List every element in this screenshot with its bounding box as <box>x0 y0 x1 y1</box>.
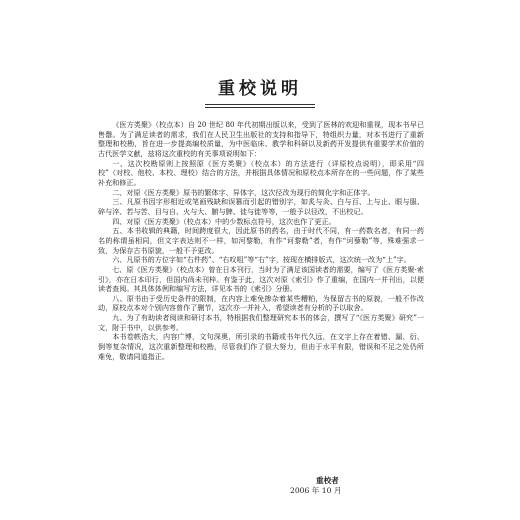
signature-date: 2006 年 10 月 <box>290 485 342 495</box>
closing-paragraph: 本书卷帙浩大，内容广博，文句深奥，所引录的书籍或书年代久远，在文字上存在着错、漏、衍、倒等复杂情况，这次重新整理和校勘，尽管我们作了很大努力，但由于水平有限，错误和不足之处仍所难免，敬请同道指正。 <box>98 332 424 361</box>
signature-author: 重校者 <box>316 476 339 485</box>
intro-paragraph: 《医方类聚》（校点本）自 20 世纪 80 年代初期出版以来，受到了医林的欢迎和重视，现本书早已售罄。为了满足读者的需求，我们在人民卫生出版社的支持和指导下，特组织力量，对本书进行了重新整理和校勘，旨在进一步提高编校质量，为中医临床、教学和科研以及新药开发提供有重要学术价值的古代医学文献，兹将这次重校的有关事项说明如下： <box>98 120 424 158</box>
paragraph-item-5: 五、本书收辑的典籍，时间跨度很大，因此原书的药名，由于时代不同，有一药数名者，有同一药名的称谓虽相同，但文字表达则不一样，如河黎勒，有作“诃黎勒”者，有作“诃藜勒”等，殊难强求一致，为保存古书原貌，一般不予更改。 <box>98 226 424 255</box>
paragraph-item-4: 四、对原《医方类聚》（校点本）中的少数标点符号，这次也作了更正。 <box>112 216 336 226</box>
page-title: 重校说明 <box>218 79 302 99</box>
title-underline-top <box>205 104 315 105</box>
paragraph-item-8: 八、原书由于受历史条件的限制，在内容上难免掺杂着某些糟粕，为保留古书的原貌，一般不作改动，原校点本对个别内容曾作了删节，这次亦一并补入，希望读者有分析的予以取舍。 <box>98 293 424 313</box>
title-underline-bottom <box>205 107 315 108</box>
paragraph-item-9: 九、为了有助读者阅读和研讨本书，特根据我们整理研究本书的体会，撰写了“《医方类聚》研究”一文，附于书中，以供参考。 <box>98 313 424 332</box>
document-body <box>98 120 424 361</box>
signature-block <box>290 476 410 495</box>
paragraph-item-6: 六、凡原书的方位字如“右件药”、“右㕮咀”等“右”字，按现在横排版式，这次统一改为“上”字。 <box>112 255 411 265</box>
paragraph-item-1: 一、这次校勘原则上按照原《医方类聚》（校点本）的方法进行（详原校点说明），即采用“四校”（对校、他校、本校、理校）结合的方法，并根据具体情况和原校点本所存在的一些问题，作了某些补充和修正。 <box>98 158 424 187</box>
paragraph-item-7: 七、原《医方类聚》（校点本）曾在日本刊行，当时为了满足该国读者的需要，编写了《医方类聚·索引》，亦在日本印行，但国内尚未刊梓。有鉴于此，这次对原《索引》作了重编，在国内一并刊出，以便读者查阅。其具体体例和编写方法，详见本书的《索引》分册。 <box>98 264 424 294</box>
paragraph-item-2: 二、对原《医方类聚》原书的繁体字、异体字，这次径改为现行的简化字和正体字。 <box>112 187 375 197</box>
paragraph-item-3: 三、凡原书因字形相近或笔画残缺和误篡而引起的错别字，如炙与灸、白与百、上与止、眼与服、碎与淬、若与苦、目与自、火与大、腑与脾、徒与徙等等，一般予以径改，不出校记。 <box>98 197 424 216</box>
